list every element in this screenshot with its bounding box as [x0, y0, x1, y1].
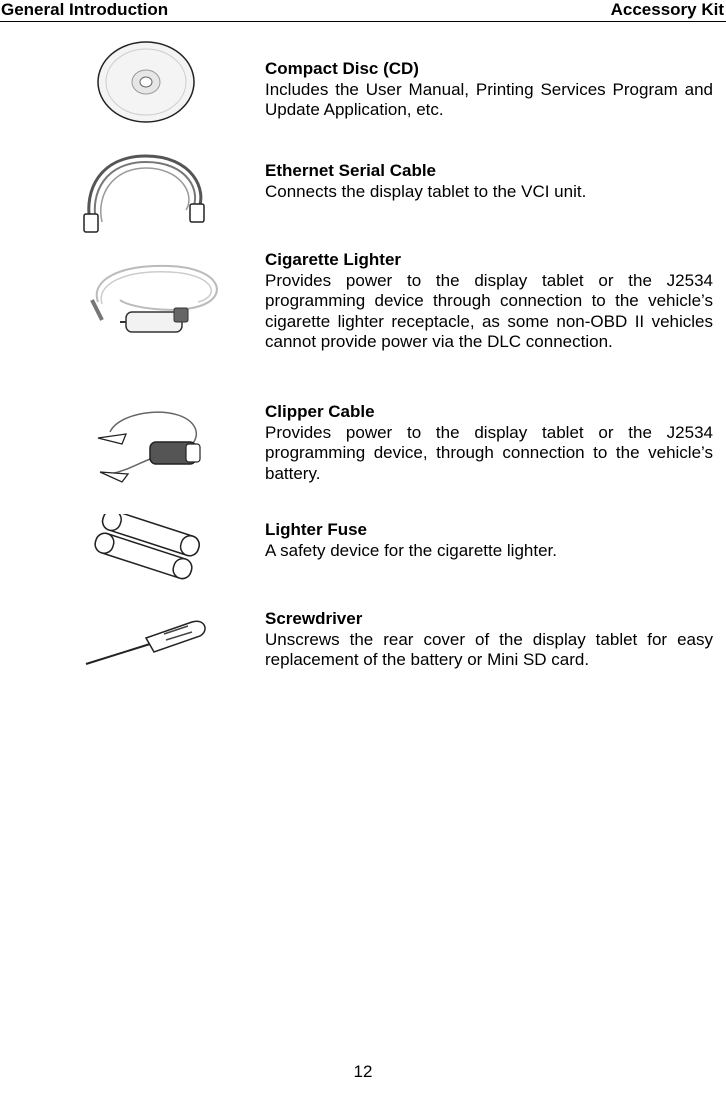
item-description: A safety device for the cigarette lighter. — [265, 540, 557, 560]
item-description: Provides power to the display tablet or the J2534 programming device through connection to the vehicle’s cigarette lighter receptacle, as some non-OBD II vehicles cannot provide power via the DLC connection. — [265, 270, 713, 351]
item-title: Clipper Cable — [265, 402, 375, 421]
screwdriver-icon — [80, 612, 230, 672]
item-title: Cigarette Lighter — [265, 250, 402, 269]
section-title: General Introduction — [1, 0, 169, 19]
chapter-title: Accessory Kit — [610, 0, 724, 19]
ethernet-cable-icon — [80, 150, 230, 236]
page-number: 12 — [353, 1062, 373, 1081]
cigarette-lighter-icon — [80, 260, 230, 346]
item-title: Lighter Fuse — [265, 520, 368, 539]
clipper-cable-icon — [80, 404, 230, 490]
fuse-icon — [80, 514, 230, 582]
item-description: Connects the display tablet to the VCI unit. — [265, 181, 587, 201]
item-description: Provides power to the display tablet or the J2534 programming device, through connection to the vehicle’s battery. — [265, 422, 713, 483]
page-header — [0, 0, 726, 22]
item-title: Ethernet Serial Cable — [265, 161, 437, 180]
item-title: Compact Disc (CD) — [265, 59, 419, 78]
item-description: Unscrews the rear cover of the display tablet for easy replacement of the battery or Mini SD card. — [265, 629, 713, 669]
item-title: Screwdriver — [265, 609, 363, 628]
cd-icon — [80, 40, 230, 124]
item-description: Includes the User Manual, Printing Services Program and Update Application, etc. — [265, 79, 713, 119]
